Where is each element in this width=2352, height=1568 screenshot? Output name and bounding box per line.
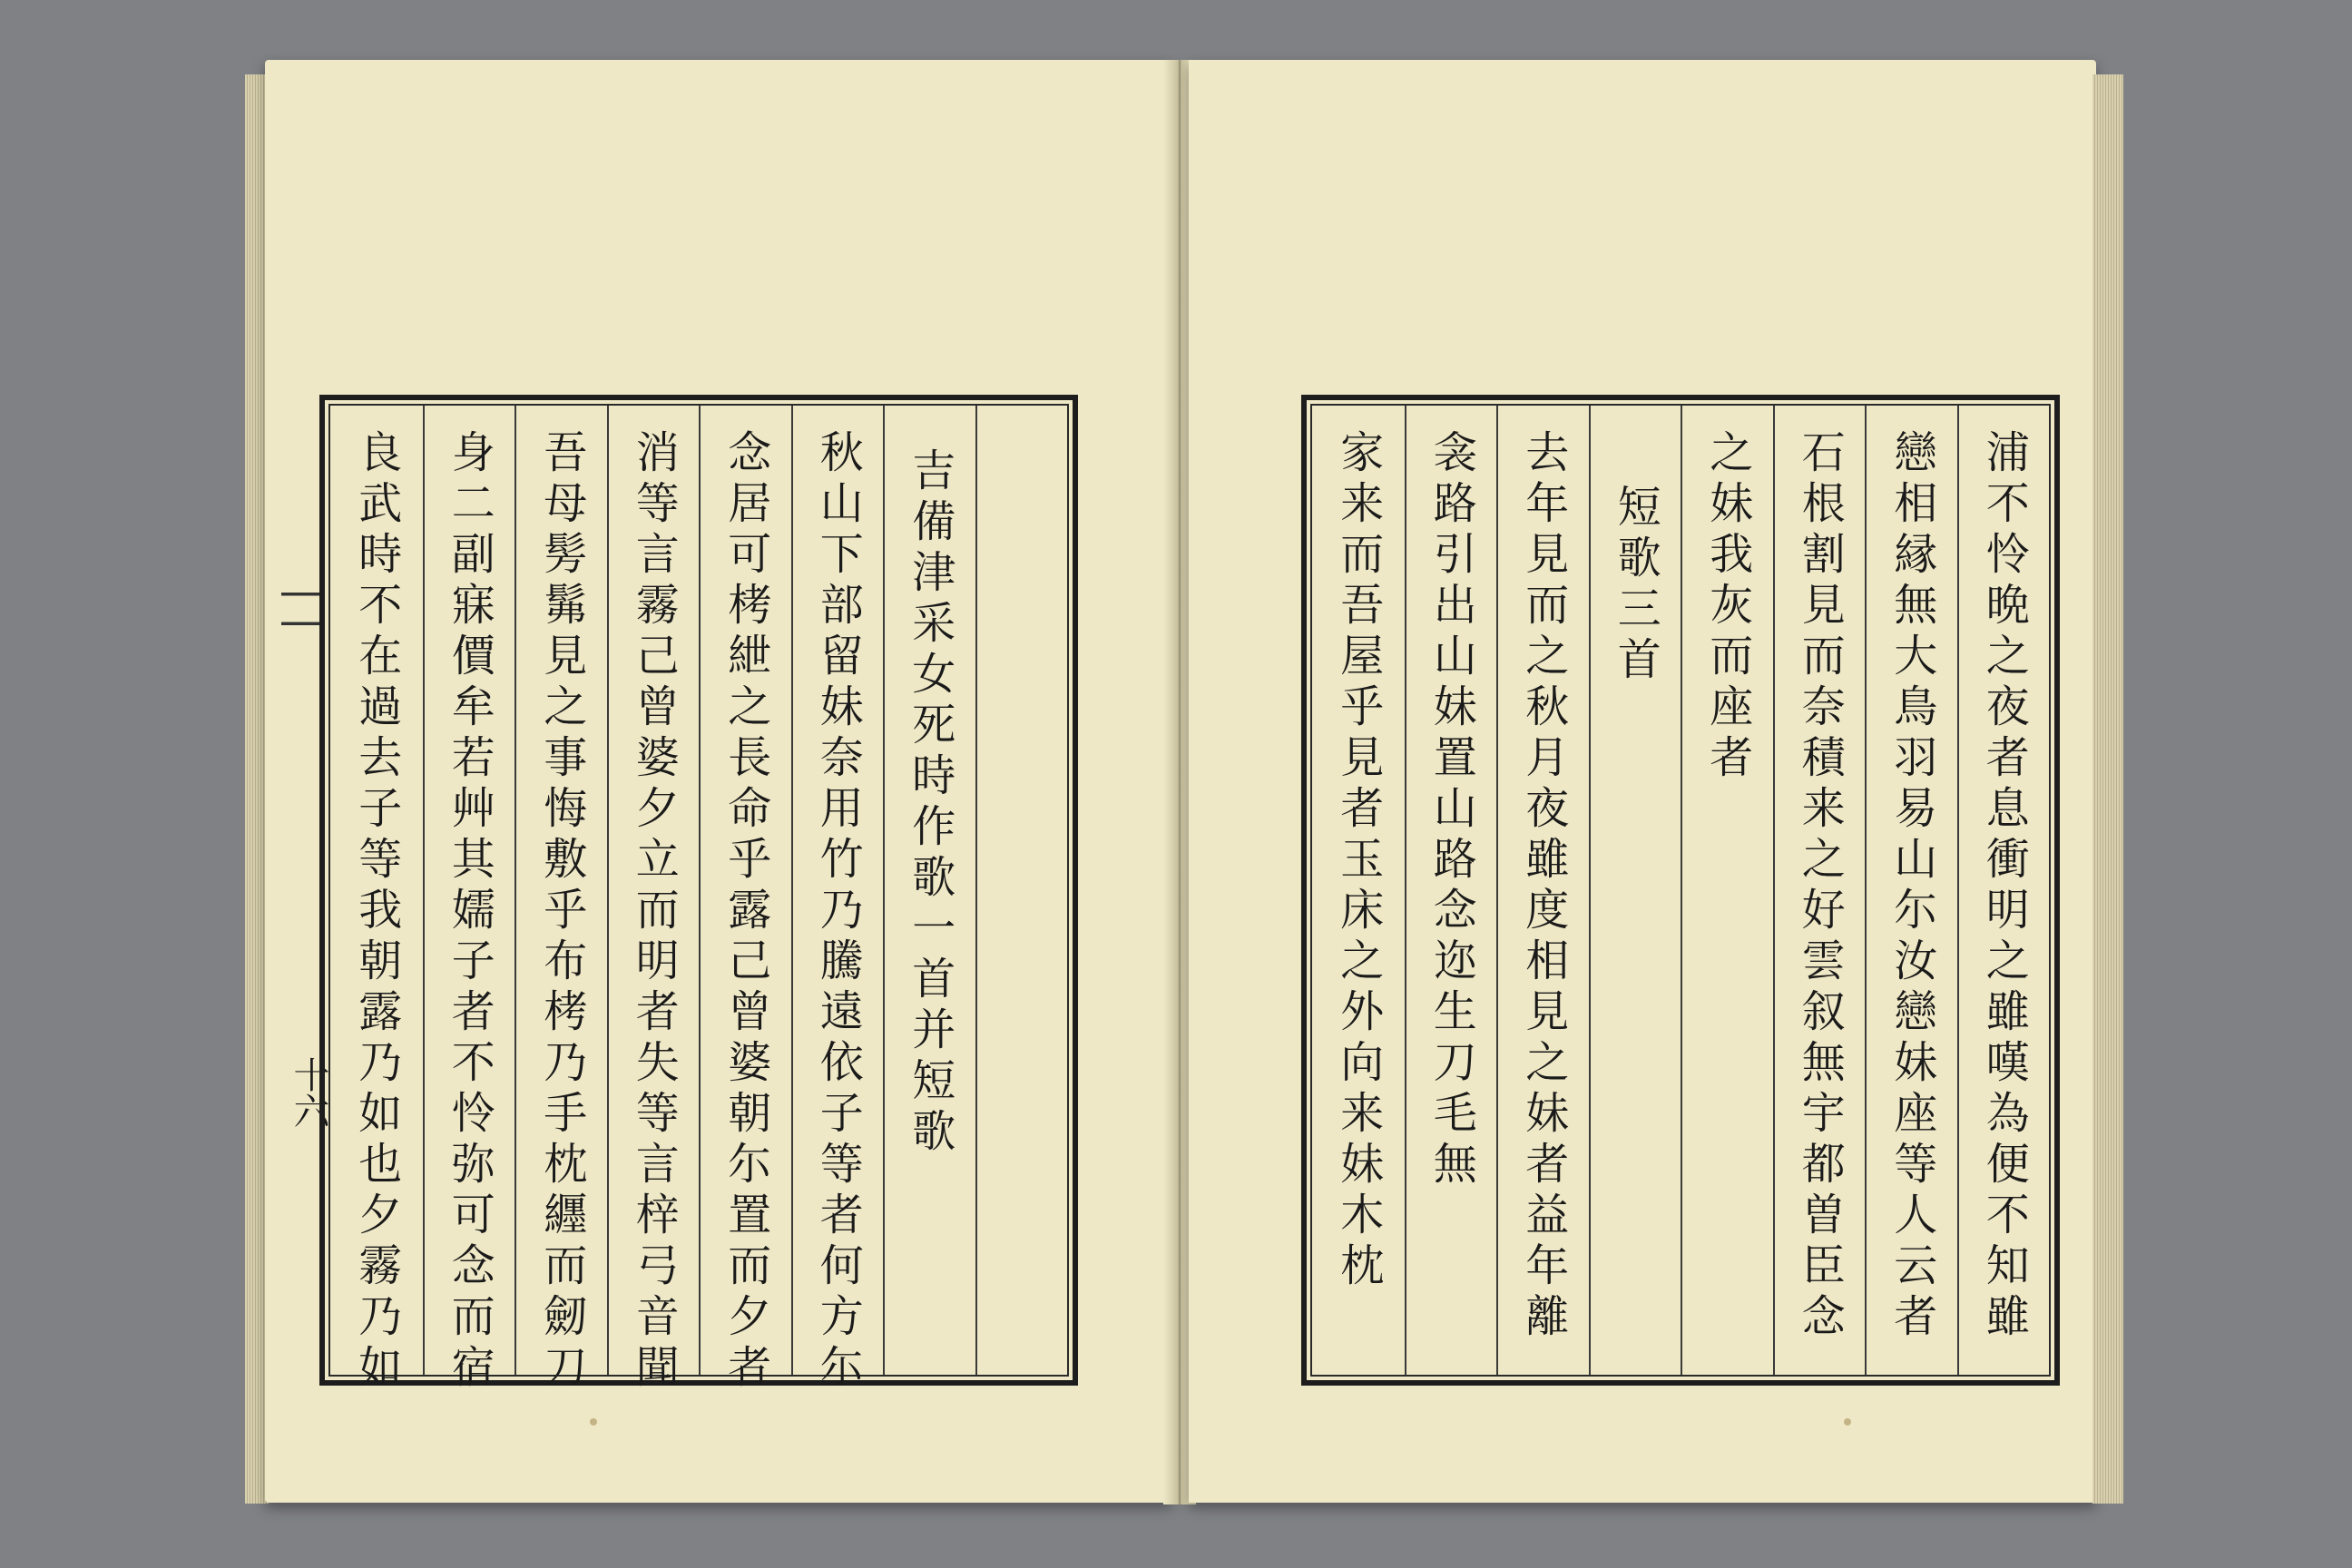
left-column-2 (791, 406, 884, 1395)
paper-spot (590, 1418, 597, 1426)
right-column-1 (1957, 406, 2050, 1375)
left-margin-marker (281, 568, 319, 650)
paper-spot (1844, 1418, 1851, 1426)
left-page (265, 60, 1172, 1503)
right-column-8 (1312, 406, 1404, 1375)
right-text-line: 去年見而之秋月夜雖度相見之妹者益年離 (1517, 429, 1569, 1344)
right-text-line: 家来而吾屋乎見者玉床之外向来妹木枕 (1332, 429, 1384, 1293)
left-column-4 (607, 406, 700, 1395)
right-column-7 (1405, 406, 1497, 1375)
section-heading: 短歌三首 (1610, 484, 1661, 687)
left-text-line: 消等言霧己曾婆夕立而明者失等言梓弓音聞 (628, 429, 680, 1395)
poem-title: 吉備津采女死時作歌一首并短歌 (904, 447, 956, 1159)
right-page (1189, 60, 2096, 1503)
left-text-line: 良武時不在過去子等我朝露乃如也夕霧乃如 (350, 429, 402, 1395)
left-text-line: 吾母髣髴見之事悔敷乎布栲乃手枕纒而劒刀 (535, 429, 587, 1395)
left-column-5 (514, 406, 607, 1395)
left-column-3 (699, 406, 791, 1395)
right-text-line: 戀相縁無大鳥羽易山尓汝戀妹座等人云者 (1886, 429, 1937, 1344)
right-text-line: 石根割見而奈積来之好雲叙無宇都曽臣念 (1794, 429, 1846, 1344)
open-book (245, 60, 2132, 1512)
left-text-line: 秋山下部留妹奈用竹乃騰遠依子等者何方尓 (812, 429, 864, 1395)
right-text-line: 之妹我灰而座者 (1701, 429, 1753, 785)
left-column-blank (975, 406, 1068, 1375)
left-text-line: 身二副寐價牟若艸其嬬子者不怜弥可念而宿 (444, 429, 495, 1395)
left-column-7 (330, 406, 422, 1395)
right-text-line: 衾路引出山妹置山路念迩生刀毛無 (1426, 429, 1477, 1191)
right-column-3 (1773, 406, 1866, 1375)
right-column-4 (1681, 406, 1773, 1375)
left-column-6 (423, 406, 515, 1395)
right-column-6 (1496, 406, 1589, 1375)
left-text-frame (319, 395, 1078, 1395)
right-column-5 (1589, 406, 1681, 1375)
right-column-2 (1865, 406, 1957, 1375)
left-text-line: 念居可栲紲之長命乎露己曾婆朝尓置而夕者 (720, 429, 771, 1395)
left-column-1 (883, 406, 975, 1375)
right-text-frame (1301, 395, 2060, 1386)
right-page-edge (2092, 74, 2123, 1504)
folio-number: 十六 (288, 1056, 329, 1129)
right-text-line: 浦不怜晩之夜者息衝明之雖嘆為便不知雖 (1978, 429, 2030, 1344)
